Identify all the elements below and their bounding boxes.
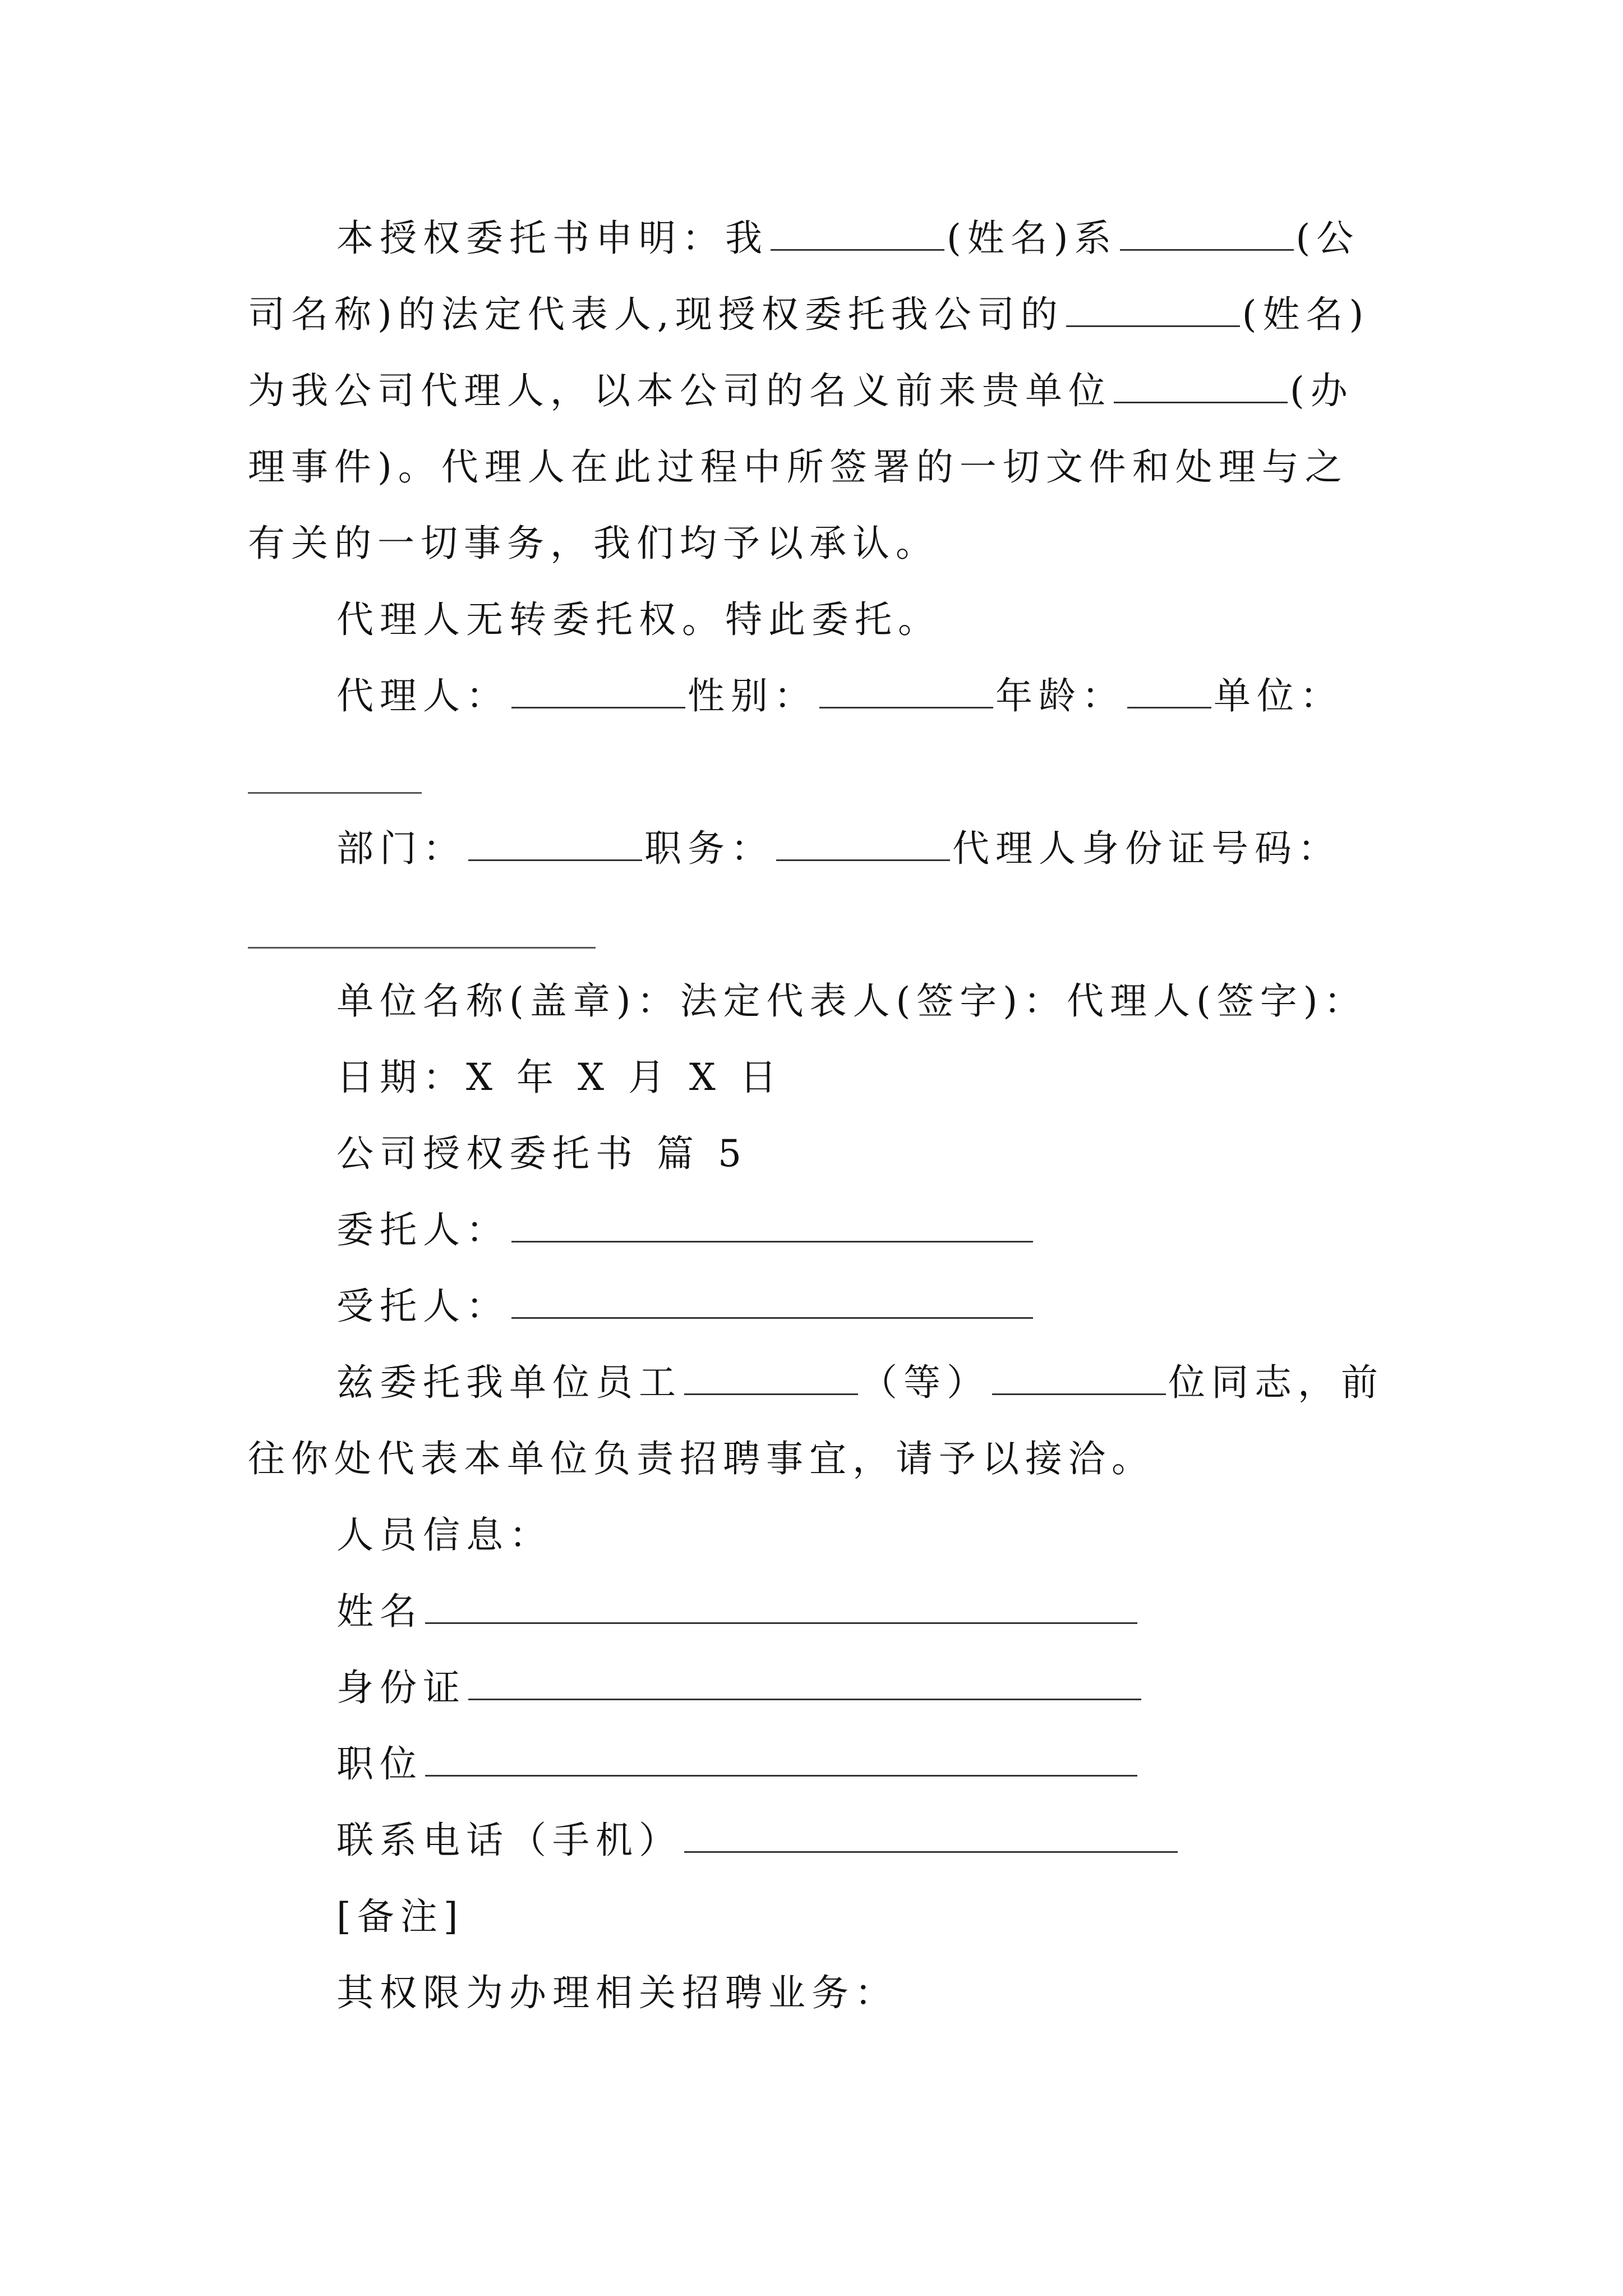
- label-position: 职务：: [644, 827, 774, 870]
- paragraph-3-line-2: 往你处代表本单位负责招聘事宜，请予以接洽。: [248, 1437, 1155, 1480]
- blank-agent-id[interactable]: [248, 947, 596, 949]
- phone-row: [336, 1815, 1180, 1866]
- blank-principal[interactable]: [511, 1209, 1033, 1243]
- date-row: 日期：X 年 X 月 X 日: [336, 1056, 783, 1099]
- name-row: [336, 1586, 1140, 1637]
- blank-agent[interactable]: [511, 675, 685, 708]
- paragraph-1-line-3: [248, 366, 1354, 416]
- blank-age[interactable]: [1127, 675, 1211, 708]
- blank-phone[interactable]: [684, 1820, 1178, 1853]
- section-title: 公司授权委托书 篇 5: [336, 1132, 748, 1175]
- blank-gender[interactable]: [819, 675, 993, 708]
- paragraph-1-line-4: 理事件)。代理人在此过程中所签署的一切文件和处理与之: [248, 445, 1348, 489]
- blank-position[interactable]: [776, 828, 950, 861]
- blank-unit[interactable]: [248, 792, 422, 794]
- text-legal-rep: 司名称)的法定代表人,现授权委托我公司的: [248, 293, 1064, 336]
- signature-row: 单位名称(盖章)：法定代表人(签字)：代理人(签字)：: [336, 979, 1367, 1023]
- text-name-label-2: (姓名): [1242, 293, 1370, 336]
- label-gender: 性别：: [688, 674, 817, 717]
- label-phone: 联系电话（手机）: [336, 1819, 682, 1862]
- text-comrades: 位同志，前: [1168, 1361, 1384, 1404]
- blank-principal-name[interactable]: [771, 218, 944, 251]
- trustee-row: [336, 1281, 1035, 1332]
- text-matter-open: (办: [1290, 369, 1354, 412]
- paragraph-1-line-5: 有关的一切事务，我们均予以承认。: [248, 522, 939, 565]
- text-agent-appoint: 为我公司代理人，以本公司的名义前来贵单位: [248, 369, 1112, 412]
- authority-text: 其权限为办理相关招聘业务：: [336, 1971, 898, 2014]
- blank-agent-name[interactable]: [1066, 294, 1240, 327]
- dept-info-row: [336, 823, 1341, 874]
- text-etc: （等）: [860, 1361, 990, 1404]
- label-unit: 单位：: [1214, 674, 1343, 717]
- label-trustee: 受托人：: [336, 1285, 509, 1328]
- paragraph-1-line-2: [248, 289, 1370, 340]
- blank-count[interactable]: [992, 1362, 1166, 1395]
- blank-company-name[interactable]: [1120, 218, 1294, 251]
- label-agent: 代理人：: [336, 674, 509, 717]
- paragraph-1-line-1: [336, 213, 1359, 264]
- paragraph-no-sub-delegation: 代理人无转委托权。特此委托。: [336, 598, 941, 641]
- label-name: 姓名: [336, 1590, 423, 1633]
- blank-job-position[interactable]: [425, 1743, 1137, 1777]
- label-agent-id: 代理人身份证号码：: [952, 827, 1341, 870]
- text-company-open: (公: [1295, 217, 1360, 260]
- blank-dept[interactable]: [468, 828, 642, 861]
- blank-trustee[interactable]: [511, 1286, 1033, 1319]
- personnel-title: 人员信息：: [336, 1513, 552, 1557]
- text-entrust-employee: 兹委托我单位员工: [336, 1361, 682, 1404]
- remark-label: [备注]: [336, 1895, 464, 1938]
- principal-row: [336, 1205, 1035, 1255]
- agent-info-row: [336, 671, 1343, 721]
- blank-matter[interactable]: [1114, 370, 1288, 403]
- label-dept: 部门：: [336, 827, 466, 870]
- position-row: [336, 1739, 1140, 1789]
- text-statement-intro: 本授权委托书申明：我: [336, 217, 768, 260]
- id-row: [336, 1663, 1144, 1713]
- label-principal: 委托人：: [336, 1208, 509, 1251]
- blank-name[interactable]: [425, 1591, 1137, 1624]
- blank-id-card[interactable]: [468, 1667, 1141, 1700]
- blank-employee[interactable]: [684, 1362, 858, 1395]
- label-job-position: 职位: [336, 1742, 423, 1786]
- label-age: 年龄：: [995, 674, 1125, 717]
- label-id-card: 身份证: [336, 1666, 466, 1709]
- text-name-label: (姓名)系: [947, 217, 1118, 260]
- paragraph-3-line-1: [336, 1358, 1384, 1408]
